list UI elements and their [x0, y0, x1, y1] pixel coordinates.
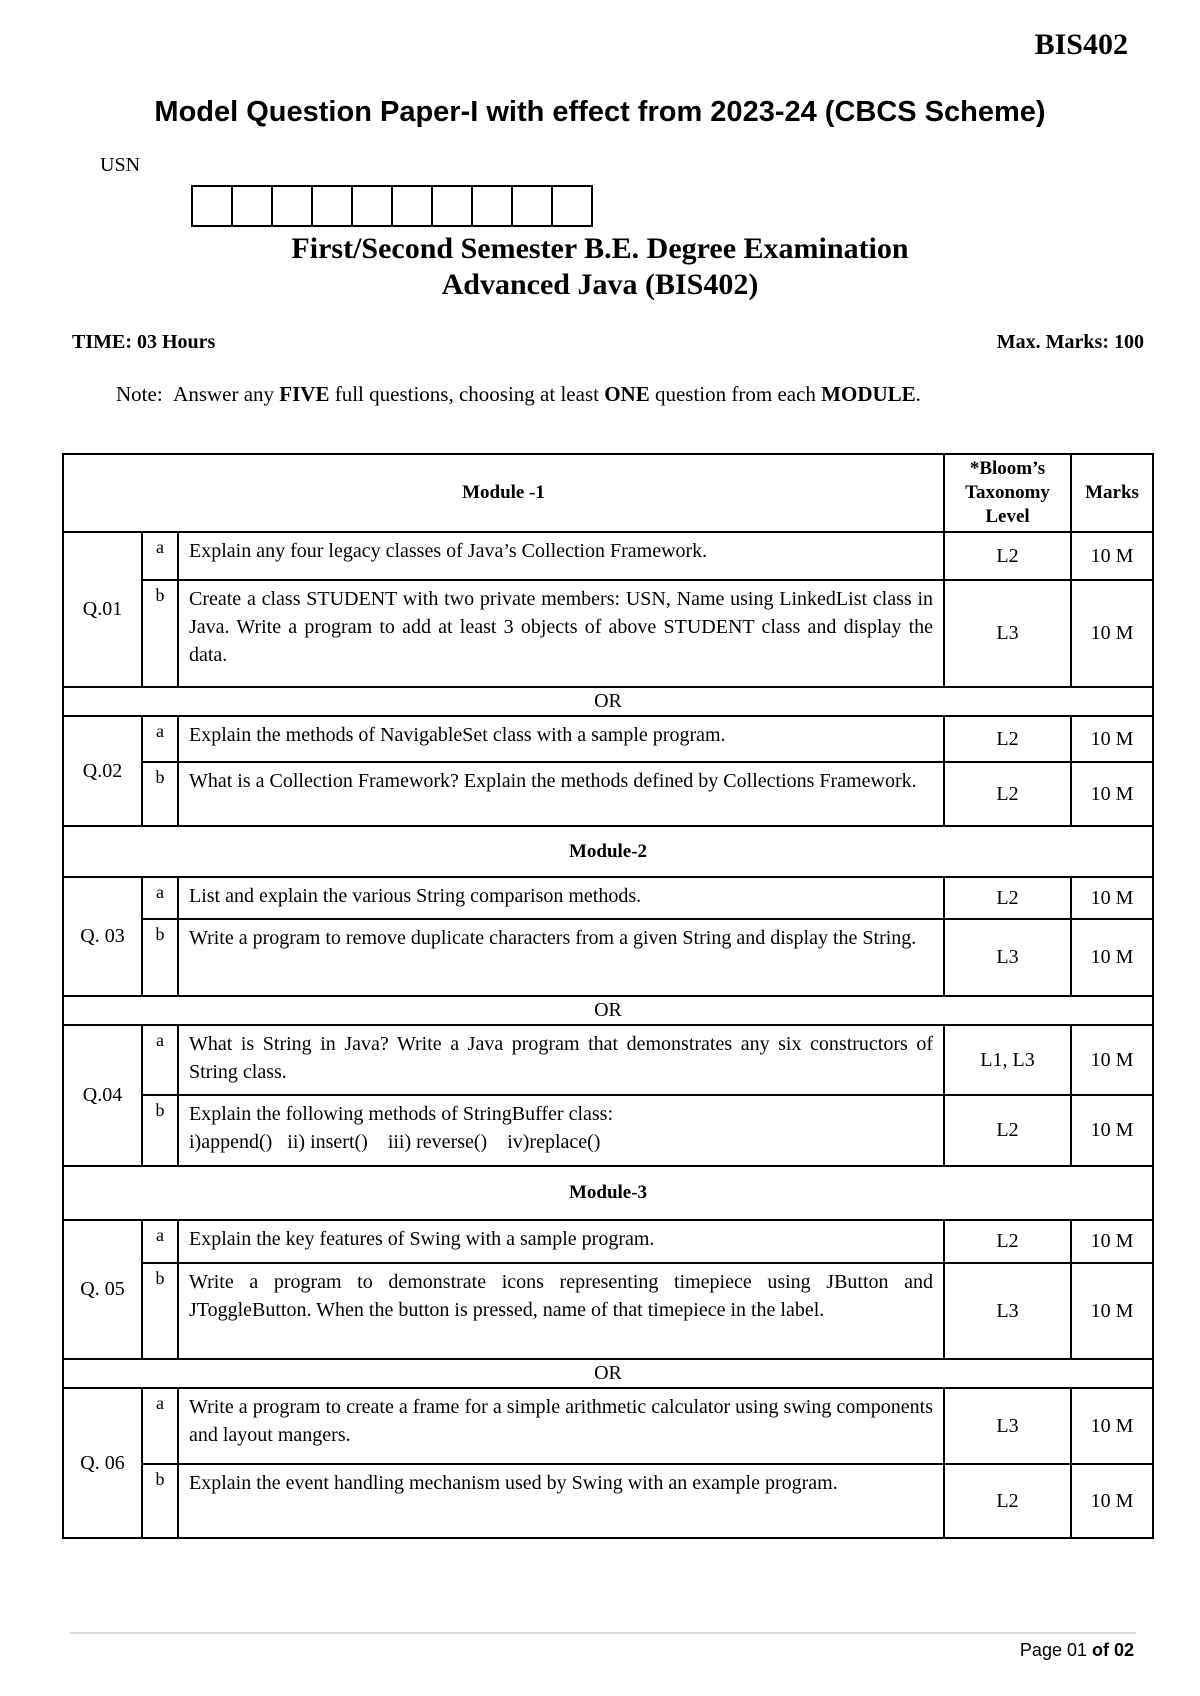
page-prefix: Page 01: [1019, 1640, 1092, 1660]
sub-question-label: b: [142, 762, 178, 826]
question-marks: 10 M: [1071, 1388, 1153, 1464]
usn-box[interactable]: [551, 185, 593, 227]
question-text-line: i)append() ii) insert() iii) reverse() iv)replace(): [189, 1131, 601, 1153]
question-text: [178, 1095, 944, 1166]
sub-question-label: b: [142, 919, 178, 996]
or-divider: OR: [63, 1359, 1153, 1388]
blooms-level: L3: [944, 919, 1071, 996]
instructions-note: [116, 382, 921, 407]
question-number: Q.02: [63, 716, 142, 826]
question-text: What is a Collection Framework? Explain the methods defined by Collections Framework.: [178, 762, 944, 826]
module-heading: Module-2: [63, 826, 1153, 877]
question-marks: 10 M: [1071, 1025, 1153, 1095]
sub-question-label: b: [142, 580, 178, 687]
question-text: List and explain the various String comparison methods.: [178, 877, 944, 919]
question-number: Q.04: [63, 1025, 142, 1166]
page-number: [1020, 1640, 1134, 1661]
blooms-level: L2: [944, 877, 1071, 919]
sub-question-label: b: [142, 1095, 178, 1166]
note-prefix: Note:: [116, 382, 163, 406]
sub-question-label: a: [142, 1025, 178, 1095]
blooms-level: L2: [944, 762, 1071, 826]
blooms-level: L2: [944, 1220, 1071, 1263]
question-number: Q. 05: [63, 1220, 142, 1359]
max-marks: Max. Marks: 100: [996, 331, 1144, 353]
note-emphasis: FIVE: [279, 382, 330, 406]
marks-column-header: Marks: [1071, 454, 1153, 532]
question-marks: 10 M: [1071, 919, 1153, 996]
question-marks: 10 M: [1071, 532, 1153, 580]
page-total: of 02: [1091, 1640, 1134, 1660]
question-text: Write a program to create a frame for a simple arithmetic calculator using swing components and layout mangers.: [178, 1388, 944, 1464]
question-text: Create a class STUDENT with two private members: USN, Name using LinkedList class in Java. Write a program to add at least 3 objects of above STUDENT class and display the data.: [178, 580, 944, 687]
question-text: Explain the event handling mechanism used by Swing with an example program.: [178, 1464, 944, 1538]
sub-question-label: a: [142, 1220, 178, 1263]
blooms-level: L2: [944, 716, 1071, 762]
blooms-level: L2: [944, 1464, 1071, 1538]
usn-boxes: [193, 185, 593, 227]
usn-box[interactable]: [471, 185, 513, 227]
or-divider: OR: [63, 687, 1153, 716]
note-text: Answer any: [173, 382, 280, 406]
question-marks: 10 M: [1071, 1464, 1153, 1538]
sub-question-label: a: [142, 532, 178, 580]
or-divider: OR: [63, 996, 1153, 1025]
question-table: [62, 453, 1154, 1539]
question-marks: 10 M: [1071, 580, 1153, 687]
blooms-level: L2: [944, 1095, 1071, 1166]
note-text: question from each: [649, 382, 822, 406]
module-heading: Module -1: [63, 454, 944, 532]
subject-title: Advanced Java (BIS402): [441, 268, 759, 301]
question-marks: 10 M: [1071, 1095, 1153, 1166]
blooms-column-header: *Bloom’s Taxonomy Level: [944, 454, 1071, 532]
usn-label: USN: [100, 154, 141, 176]
question-text: Explain any four legacy classes of Java’s Collection Framework.: [178, 532, 944, 580]
exam-title: First/Second Semester B.E. Degree Examination: [291, 232, 909, 265]
question-marks: 10 M: [1071, 877, 1153, 919]
note-text: full questions, choosing at least: [329, 382, 605, 406]
usn-box[interactable]: [511, 185, 553, 227]
sub-question-label: a: [142, 716, 178, 762]
question-text: Write a program to remove duplicate characters from a given String and display the String.: [178, 919, 944, 996]
blooms-level: L3: [944, 580, 1071, 687]
question-marks: 10 M: [1071, 1220, 1153, 1263]
usn-box[interactable]: [231, 185, 273, 227]
question-number: Q.01: [63, 532, 142, 687]
question-number: Q. 03: [63, 877, 142, 996]
blooms-level: L3: [944, 1263, 1071, 1359]
question-marks: 10 M: [1071, 1263, 1153, 1359]
usn-box[interactable]: [431, 185, 473, 227]
sub-question-label: b: [142, 1464, 178, 1538]
note-emphasis: ONE: [604, 382, 650, 406]
question-text: What is String in Java? Write a Java program that demonstrates any six constructors of String class.: [178, 1025, 944, 1095]
paper-title: Model Question Paper-I with effect from 2023-24 (CBCS Scheme): [154, 96, 1046, 128]
question-text: Explain the methods of NavigableSet class with a sample program.: [178, 716, 944, 762]
question-text: Explain the key features of Swing with a sample program.: [178, 1220, 944, 1263]
usn-box[interactable]: [351, 185, 393, 227]
usn-box[interactable]: [311, 185, 353, 227]
blooms-level: L2: [944, 532, 1071, 580]
usn-box[interactable]: [191, 185, 233, 227]
note-emphasis: MODULE: [821, 382, 916, 406]
paper-code: BIS402: [1034, 28, 1128, 61]
question-number: Q. 06: [63, 1388, 142, 1538]
question-marks: 10 M: [1071, 762, 1153, 826]
question-text-line: Explain the following methods of StringBuffer class:: [189, 1103, 614, 1125]
usn-box[interactable]: [271, 185, 313, 227]
sub-question-label: b: [142, 1263, 178, 1359]
question-marks: 10 M: [1071, 716, 1153, 762]
module-heading: Module-3: [63, 1166, 1153, 1220]
usn-box[interactable]: [391, 185, 433, 227]
note-text: .: [915, 382, 921, 406]
blooms-level: L1, L3: [944, 1025, 1071, 1095]
footer-divider: [70, 1632, 1136, 1634]
exam-time: TIME: 03 Hours: [72, 331, 216, 353]
question-text: Write a program to demonstrate icons representing timepiece using JButton and JToggleButton. When the button is pressed, name of that timepiece in the label.: [178, 1263, 944, 1359]
sub-question-label: a: [142, 877, 178, 919]
blooms-level: L3: [944, 1388, 1071, 1464]
sub-question-label: a: [142, 1388, 178, 1464]
